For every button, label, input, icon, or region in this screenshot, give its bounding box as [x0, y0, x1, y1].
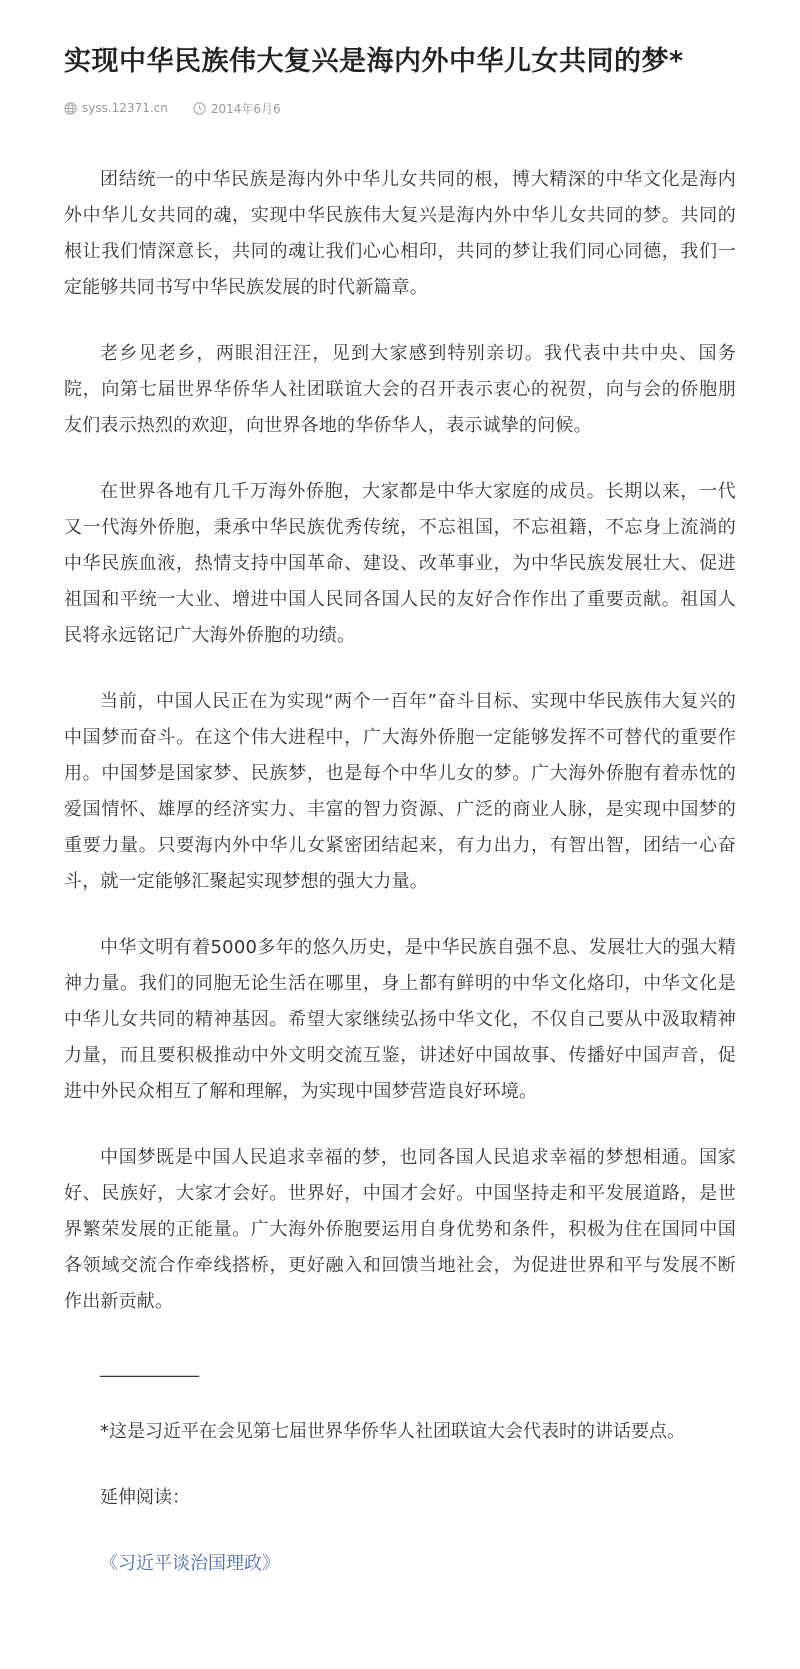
further-reading-label: 延伸阅读：	[100, 1487, 190, 1508]
paragraph: 在世界各地有几千万海外侨胞，大家都是中华大家庭的成员。长期以来，一代又一代海外侨胞，秉承中华民族优秀传统，不忘祖国，不忘祖籍，不忘身上流淌的中华民族血液，热情支持中国革命、建设、改革事业，为中华民族发展壮大、促进祖国和平统一大业、增进中国人民同各国人民的友好合作作出了重要贡献。祖国人民将永远铭记广大海外侨胞的功绩。	[64, 481, 736, 646]
date-meta	[193, 100, 281, 117]
paragraph: 中华文明有着5000多年的悠久历史，是中华民族自强不息、发展壮大的强大精神力量。我们的同胞无论生活在哪里，身上都有鲜明的中华文化烙印，中华文化是中华儿女共同的精神基因。希望大家继续弘扬中华文化，不仅自己要从中汲取精神力量，而且要积极推动中外文明交流互鉴，讲述好中国故事、传播好中国声音，促进中外民众相互了解和理解，为实现中国梦营造良好环境。	[64, 937, 736, 1102]
further-reading-link[interactable]: 《习近平谈治国理政》	[100, 1553, 280, 1574]
clock-icon	[193, 102, 206, 115]
article-meta	[64, 98, 736, 118]
globe-icon	[64, 102, 77, 115]
paragraph: 中国梦既是中国人民追求幸福的梦，也同各国人民追求幸福的梦想相通。国家好、民族好，大家才会好。世界好，中国才会好。中国坚持走和平发展道路，是世界繁荣发展的正能量。广大海外侨胞要运用自身优势和条件，积极为住在国同中国各领域交流合作牵线搭桥，更好融入和回馈当地社会，为促进世界和平与发展不断作出新贡献。	[64, 1147, 736, 1312]
source-meta	[64, 101, 168, 115]
article-body	[64, 162, 736, 1582]
footnote-divider: ___________	[100, 1357, 199, 1378]
paragraph: 当前，中国人民正在为实现“两个一百年”奋斗目标、实现中华民族伟大复兴的中国梦而奋斗。在这个伟大进程中，广大海外侨胞一定能够发挥不可替代的重要作用。中国梦是国家梦、民族梦，也是每个中华儿女的梦。广大海外侨胞有着赤忱的爱国情怀、雄厚的经济实力、丰富的智力资源、广泛的商业人脉，是实现中国梦的重要力量。只要海内外中华儿女紧密团结起来，有力出力，有智出智，团结一心奋斗，就一定能够汇聚起实现梦想的强大力量。	[64, 691, 736, 892]
source-text: syss.12371.cn	[82, 101, 168, 115]
paragraph: 老乡见老乡，两眼泪汪汪，见到大家感到特别亲切。我代表中共中央、国务院，向第七届世界华侨华人社团联谊大会的召开表示衷心的祝贺，向与会的侨胞朋友们表示热烈的欢迎，向世界各地的华侨华人，表示诚挚的问候。	[64, 343, 736, 436]
paragraph: 团结统一的中华民族是海内外中华儿女共同的根，博大精深的中华文化是海内外中华儿女共同的魂，实现中华民族伟大复兴是海内外中华儿女共同的梦。共同的根让我们情深意长，共同的魂让我们心心相印，共同的梦让我们同心同德，我们一定能够共同书写中华民族发展的时代新篇章。	[64, 169, 736, 298]
date-text: 2014年6月6	[210, 101, 281, 116]
footnote: *这是习近平在会见第七届世界华侨华人社团联谊大会代表时的讲话要点。	[100, 1421, 685, 1442]
article-title: 实现中华民族伟大复兴是海内外中华儿女共同的梦*	[64, 46, 684, 77]
